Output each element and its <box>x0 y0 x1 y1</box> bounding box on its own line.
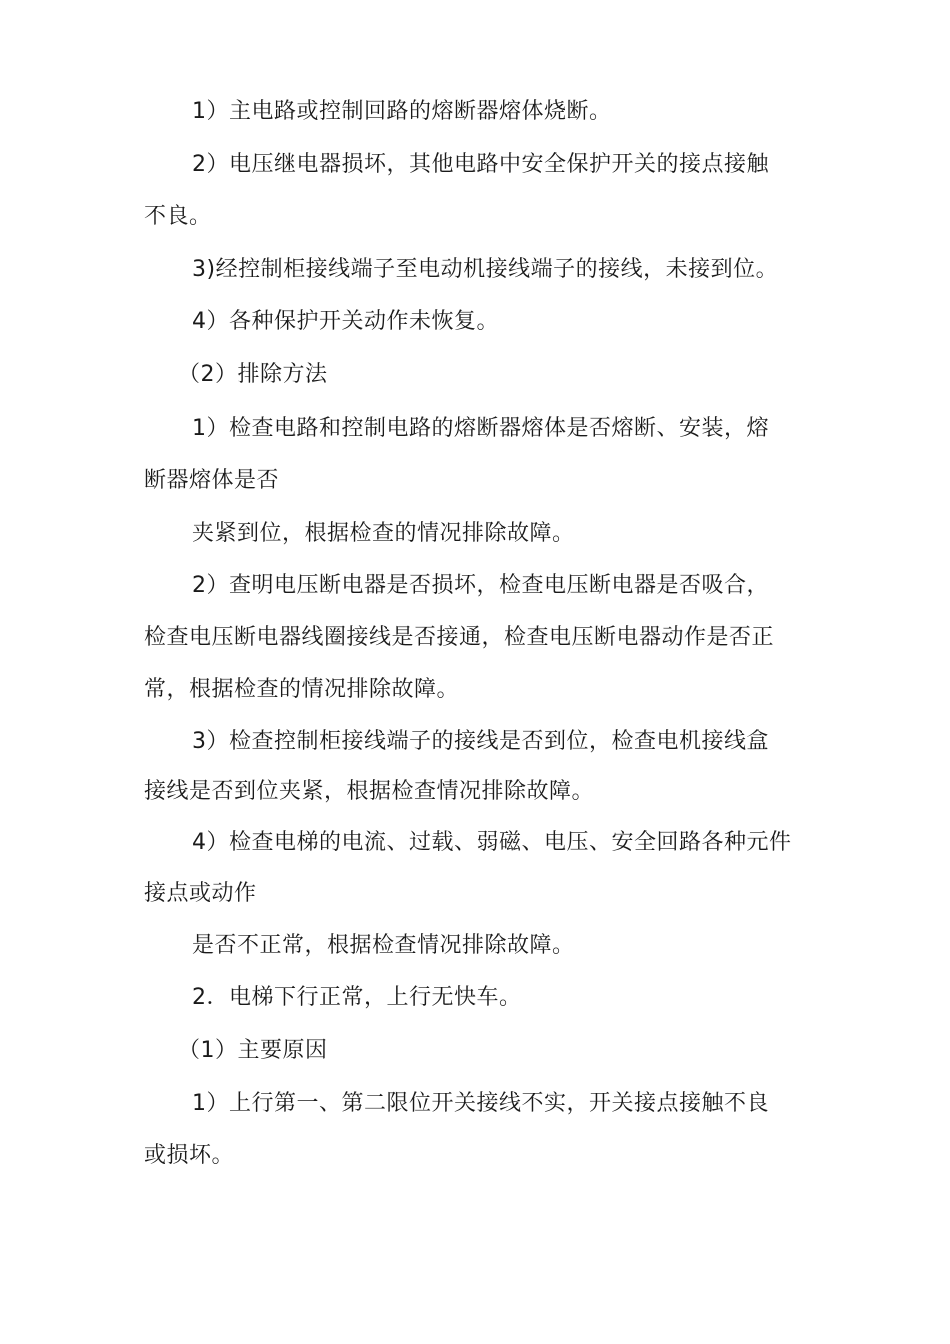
paragraph-line: 2）电压继电器损坏，其他电路中安全保护开关的接点接触 <box>192 152 769 177</box>
paragraph-line: 4）各种保护开关动作未恢复。 <box>192 309 499 334</box>
paragraph-line: 夹紧到位，根据检查的情况排除故障。 <box>192 521 575 546</box>
paragraph-line: 或损坏。 <box>144 1143 235 1168</box>
paragraph-line: 3）检查控制柜接线端子的接线是否到位，检查电机接线盒 <box>192 729 769 754</box>
paragraph-line: 3)经控制柜接线端子至电动机接线端子的接线，未接到位。 <box>192 257 779 282</box>
section-heading: 2．电梯下行正常，上行无快车。 <box>192 985 522 1010</box>
paragraph-line: 接点或动作 <box>144 881 257 906</box>
paragraph-line: 断器熔体是否 <box>144 468 280 493</box>
section-heading: （1）主要原因 <box>178 1038 328 1063</box>
paragraph-line: 2）查明电压断电器是否损坏，检查电压断电器是否吸合， <box>192 573 769 598</box>
paragraph-line: 检查电压断电器线圈接线是否接通，检查电压断电器动作是否正 <box>144 625 775 650</box>
paragraph-line: 1）检查电路和控制电路的熔断器熔体是否熔断、安装，熔 <box>192 416 769 441</box>
section-heading: （2）排除方法 <box>178 362 328 387</box>
paragraph-line: 常，根据检查的情况排除故障。 <box>144 677 460 702</box>
paragraph-line: 不良。 <box>144 204 212 229</box>
paragraph-line: 接线是否到位夹紧，根据检查情况排除故障。 <box>144 779 595 804</box>
paragraph-line: 是否不正常，根据检查情况排除故障。 <box>192 933 575 958</box>
paragraph-line: 1）主电路或控制回路的熔断器熔体烧断。 <box>192 99 612 124</box>
paragraph-line: 1）上行第一、第二限位开关接线不实，开关接点接触不良 <box>192 1091 769 1116</box>
paragraph-line: 4）检查电梯的电流、过载、弱磁、电压、安全回路各种元件 <box>192 830 792 855</box>
